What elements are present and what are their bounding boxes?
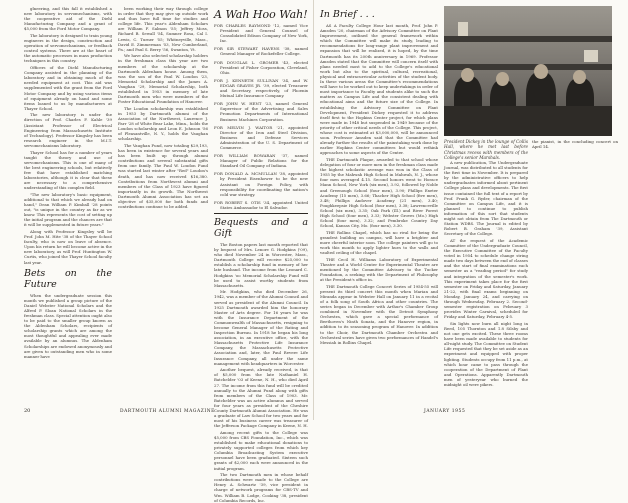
left-col2-body bbox=[118, 6, 208, 406]
paragraph: When the undergraduate session this month we published a group picture of the Daniel Webster National Scholars and the Alfred P. Sloan National Scholars in the freshman class. Special attention ought also to be paid to the smaller group known as the Aldenham Scholars, recipients of scholarship grants which are among the most thoughtful and appealing ever made available by an alumnus. The Aldenham Scholarships are endowed anonymously and are given to outstanding men who in some manner have bbox=[24, 292, 112, 359]
paragraph: The new laboratory is under the direction of Prof. Charles F. Kahle '39 (Assistant Professor of Electrical Engineering from Massachusetts Institute of Technology). Professor Kingsley has been research engineer in the M.I.T. servomechanisms laboratory. bbox=[24, 112, 112, 148]
inbrief-title: In Brief . . . bbox=[320, 9, 375, 20]
left-col-1 bbox=[24, 6, 112, 406]
wahoo-item: FOR WILLIAM BOWARAN '37, named Manager of Public Relations for the Standard Oil Company of Indiana. bbox=[214, 153, 308, 169]
wahoo-item: FOR DONALD A. MCMULLAN '38, appointed by President Eisenhower to be the new Assistant on Foreign Policy, with responsibility for coordinating the nation's cold war strategy. bbox=[214, 171, 308, 197]
paragraph: Another bequest, already received, is that of $5,000 from the late Nathaniel H. Batchelder '03 of Keene, N. H., who died April 27. The income from this fund will be credited annually to the Alumni Fund along with gifts from members of the Class of 1903. Mr. Batchelder was an active alumnus and served for four years as president of the Cheshire County Dartmouth Alumni Association. He was a graduate of Law School for two years and for most of his business career was treasurer of the Jefferson Package Company in Keene, N. H. bbox=[214, 367, 308, 429]
paragraph: Among recent gifts to the College was $5,000 from CBS Foundation, Inc., which was established to make educational donations to privately supported colleges from which key Columbia Broadcasting System executive personnel have been graduated. Sixteen such grants of $2,000 each were announced in the initial program. bbox=[214, 429, 308, 471]
paragraph: The Loudon scholarship was established in 1953 by Dartmouth alumni of the Association of the Northwest, Laurence J. Farr '28 of White Bear Lake, Minn., holds the Loudon scholarship and Leon E. Johnson '56 of Pleasantville, N. Y., holds the Vaughan scholarship. bbox=[118, 105, 208, 142]
paragraph: We have also selected scholarship holders in the freshman class this year are two members of the scholarship at the Dartmouth Aldenham house. Among them, was the son of the Paul W. Loudon '23, Memorial Scholarship and the James A. Vaughan '29, Memorial Scholarship, both established in 1953 in memory of late Dartmouth men who were members of the Foster Educational Foundation of Hanover. bbox=[118, 53, 208, 105]
paragraph: AT the request of the Academic Committee of the Undergraduate Council, the Executive Committee of the Faculty voted in 1954 to schedule change string made two days between the end of classes and the start of final examinations each semester as a "reading period" for study and integration of the semester's work. This experiment takes place for the first semester on Friday and Saturday, January 21-22, with final exams beginning on Monday, January 24, and carrying on through Wednesday, February 2. Second-semester registration on February 3 provides Winter Carnival, scheduled for Friday and Saturday, February 4-5. bbox=[444, 237, 528, 320]
bets-paras bbox=[24, 293, 112, 359]
photo-caption: President Dickey in the lounge of Collis Hall, where he met last before Christmas recess with members of the College's senior Marshals. bbox=[444, 139, 529, 161]
wahoo-item: FOR JOHN W. HENT '23, named General Supervisor of the Advertising and Sales Promotion Departments of International Business Machines Corporation. bbox=[214, 101, 308, 122]
inbrief-paras bbox=[320, 23, 438, 345]
wahoo-list bbox=[214, 23, 308, 210]
left-col3-body bbox=[214, 6, 308, 503]
paragraph: THE Dartmouth Plaque, awarded to that school whose delegation of four or more men in the freshman class made the highest scholastic average was won in the Class of 1955 by the Mahwah High School in Mahwah, N. J., whose four men averaged 4.15. Second honors went to Horace Mann School, New York (six men), 3.92, followed by Noble and Greenough School (four men), 3.90; Phillips Exeter Academy (15 men), 3.66; Thacher High School (five men), 3.48; Phillips Andover Academy (21 men), 3.40; Poughkeepsie High School (four men), 3.38; Lawrenceville School (six men), 3.35; Oak Park (Ill.) and River Forest High School (four men), 3.33; Webster Groves (Mo.) High School (four men), 3.32; and Pembroke Country Day School, Kansas City, Mo. (four men), 3.30. bbox=[320, 156, 438, 229]
wahoo-item: FOR SIR STEWART HAVENS '38, named General Manager of Rockefeller College. bbox=[214, 46, 308, 57]
paragraph: Mr. Hodgkins, who died December 26, 1942, was a member of the Alumni Council and served as president of the Alumni Council. In 1925 Dartmouth awarded him the honorary Master of Arts degree. For 16 years he was with the Insurance Department of the Commonwealth of Massachusetts, resigning to become General Manager of the Rating and Inspection Bureau. In 1918 he began his long association, in an executive office, with the Massachusetts Protective Life Insurance Company, the Massachusetts Protective Association and, later, the Paul Revere Life Insurance Company, all under the same management with headquarters in Worcester. bbox=[214, 289, 308, 366]
right-footer: JANUARY 1955 bbox=[424, 409, 466, 414]
wahoo-rule bbox=[214, 213, 308, 214]
paragraph: A new publication, The Undergraduate Journal, was distributed to all students for the first time in November. It is prepared by the administrative officers to help undergraduates informed about pertinent College plans and developments. The first issue contained the full text of a report by Prof. Frank G. Ryder, chairman of the Committee on Campus Life, and it is planned to continue to publish information of this sort that students might not obtain from The Dartmouth or Station WDBS. The Journal is edited by Robert B. Graham '39, Assistant Secretary of the College. bbox=[444, 160, 528, 237]
concert-tail: the pianist, in the concluding concert on April 14. bbox=[532, 139, 618, 150]
paragraph: been working their way through college in order that they may give up outside work and thus have full time for studies and college life. This year's Aldenham Scholars are William F. Salmon '55; Jeffrey Moss, Richard B. Sewall '54, Sumner Rosa, Cal I. Lewis, C. Turner '55; Whitneyville, Mass., David E. Zimmerman '53, New Cumberland, Pa.; and Paul S. Berry '56, Swanton, Vt. bbox=[118, 6, 208, 52]
bequests-title: Bequests and a Gift bbox=[214, 217, 308, 239]
right-col-2-top bbox=[532, 139, 618, 153]
paragraph: Officers of the Diehl Manufacturing Company assisted in the planning of the laboratory and in obtaining much of the needed equipment at cost. This aid was supplemented with the grant from the Ford Motor Company and by using various items of equipment already on hand and some items loaned to us by manufacturers at Thayer School. bbox=[24, 65, 112, 111]
left-col1-paras bbox=[24, 6, 112, 265]
wahoo-box bbox=[214, 9, 308, 214]
paragraph: The laboratory is designed to train young engineers in the design, construction and operation of servomechanisms, or feedback control systems. There are at the heart of the automatic processes in mass production techniques in this country. bbox=[24, 32, 112, 64]
paragraph: THE Rollins Chapel, which has no rival for being the grandest building on campus, will have a brighter and more cheerful interior soon. The college painters will go to work this month to apply lighter hues to the walls and vaulted ceiling of the chapel. bbox=[320, 229, 438, 256]
wahoo-item: FOR ROBERT S. OTIS '34, appointed United States Ambassador to El Salvador. bbox=[214, 199, 308, 210]
paragraph: The Vaughan Fund, now totaling $29,193, has been in existence for several years and has been built up through alumni contributions and several substantial gifts from one family. The Paul W. Loudon Fund was started last winter after "Red" Loudon's death, and has now received $16,380. Contributions from Northwest alumni and members of the Class of 1923 have figured importantly in its growth. The Northwest Dartmouth Alumni Association has set an objective of $35,000 for both funds and contributions continue to be added. bbox=[118, 142, 208, 210]
paragraph: Six lights now burn all night long in Reed, 105 Thornton and 1.8 Silsby and not one gets excited. These three rooms have been made available to students for all-night study. The Committee on Student Life requested that they be set aside as an experiment and equipped with proper lighting. Students occupy from 11 p.m., at which hour came to pass through the cooperation of the Department of Plant and Operations. Apparently Dartmouth men of yesteryear who burned the midnight oil were pikers. bbox=[444, 320, 528, 388]
paragraph: "The new laboratory's basic equipment, additional to that which we already had on hand," Dean William P. Kimball '28 points out, "is unique in the country as far as we know. This represents the cost of setting up the initial program and the chances are that it will be supplemented in future years." bbox=[24, 191, 112, 228]
right-page bbox=[314, 0, 628, 420]
left-page-number: 20 bbox=[24, 408, 31, 414]
left-footer: DARTMOUTH ALUMNI MAGAZINE bbox=[120, 409, 215, 414]
paragraph: glneering, and this fall it established a new laboratory in servomechanisms, with the cooperative aid of the Diehl Manufacturing Company and a grant of $5,000 from the Ford Motor Company. bbox=[24, 6, 112, 32]
right-col-2 bbox=[444, 160, 528, 404]
right-col-1 bbox=[320, 6, 438, 406]
bets-title: Bets on the Future bbox=[24, 267, 112, 290]
paragraph: THE Cecil H. Williams Laboratory of Experimental Theatre and a World Center for Experimental Theatre are mentioned by the Committee Advisory to the Tucker Foundation, a seeking with the Department of Philosophy at the President's office in. bbox=[320, 256, 438, 283]
wahoo-title: A Wah Hoo Wah! bbox=[214, 8, 308, 21]
wahoo-item: FOR MELVIN J. WAITOR '21, appointed Director of the Iron and Steel Division, Business and Defense Services Administration of the U. S. Department of Commerce. bbox=[214, 124, 308, 150]
photograph-icon bbox=[444, 6, 612, 136]
paragraph: Along with Professor Kingsley will be Prof. John M. Hite '38 of the Thayer School faculty, who is now on leave of absence. Upon his return he will become active in the new laboratory, as will Prof. Huntington W. Curtis, who joined the Thayer School faculty last year. bbox=[24, 228, 112, 265]
paragraph: Thayer School has for a number of years taught the theory and use of servomechanisms. This is one of many of the best engineering schools, but relatively few that have established matching laboratories, although it is clear that these are necessary to a comprehensive understanding of this complex field. bbox=[24, 149, 112, 191]
paragraph: The Boston papers last month reported that by bequest of Mrs. Lenore G. Hodgkins ('09), who died November 24 in Worcester, Mass., Dartmouth College will receive $25,000 to establish a scholarship fund in memory of her late husband. The income from the Leonard C. Hodgkins 'oo Memorial Scholarship Fund will be used to assist worthy students from Massachusetts. bbox=[214, 242, 308, 288]
paragraph: The two Dartmouth men in whose behalf contributions were made to the College are Henry A. Schwartz '39, vice president in charge of network programs for CBS-TV and Wm. William B. Lodge, Cooking '38, president of Columbia Records, Inc. bbox=[214, 472, 308, 503]
right-col2-paras bbox=[444, 160, 528, 387]
wahoo-item: FOR J. KENNETH SULLIVAN '34, and W. EDGAR GRAVES JR. '39, elected Treasurer and Secretary, respectively, of Phoenix Mutual Life Insurance Company. bbox=[214, 77, 308, 99]
wahoo-item: FOR CHARLES RAYMOND '12, named Vice President and General Counsel of Consolidated Edison Company of New York, Inc. bbox=[214, 23, 308, 44]
paragraph: AS A Faculty College Hour last month, Prof. John P. Amsden '20, chairman of the Advisory Committee on Plant Improvement, outlined the general framework within which the Committee will make its study, leading to recommendations for long-range plant improvement and expansion that will be realized, it is hoped, by the time Dartmouth has its 200th anniversary in 1969. Professor Amsden stated that the Committee will concern itself with plans needed most to add to the College's educational work but also to the spiritual, cultural, recreational, physical and extracurricular activities of the student body. In these various areas the Committee's recommendations will have to be worked out to keep undertakings in order of most importance to Faculty and students alike to such the matters as Campus Life and the consistent dealing with educational aims and the future size of the College. In establishing the Advisory Committee on Plant Development, President Dickey requested it to address itself first to the Hopkins Center project, for which plans were made in 1948 but suspended in 1949 because of the priority of other critical needs of the College. This project, whose cost is estimated at $3,000,000, will be announced soon. Professor Amsden said that the Committee had already further the results of the painstaking work done by earlier Hopkins Center committees but would rethink approaches to some aspects of the Center. bbox=[320, 23, 438, 156]
wahoo-item: FOR DOUGLAS L. GROMER '43, elected President of Fisher Corporation, Cleveland, Ohio. bbox=[214, 59, 308, 75]
paragraph: THE Dartmouth College Concert Series of 1954-55 will present its third concert this month when Marian and Miranda appear in Webster Hall on January 11 in a recital of a folk song of South Africa and other countries. The series began in December with Arthur's Chamber Group combined in November with the Detroit Symphony Orchestra, which gave a special performance of Beethoven's Ninth Sonata, and the Hanover region, in addition to its seasoning program of Hanover. In addition to the Choir, the Dartmouth Chamber Orchestra and Orchestral series have given two performances of Handel's Messiah in Rollins Chapel. bbox=[320, 283, 438, 345]
